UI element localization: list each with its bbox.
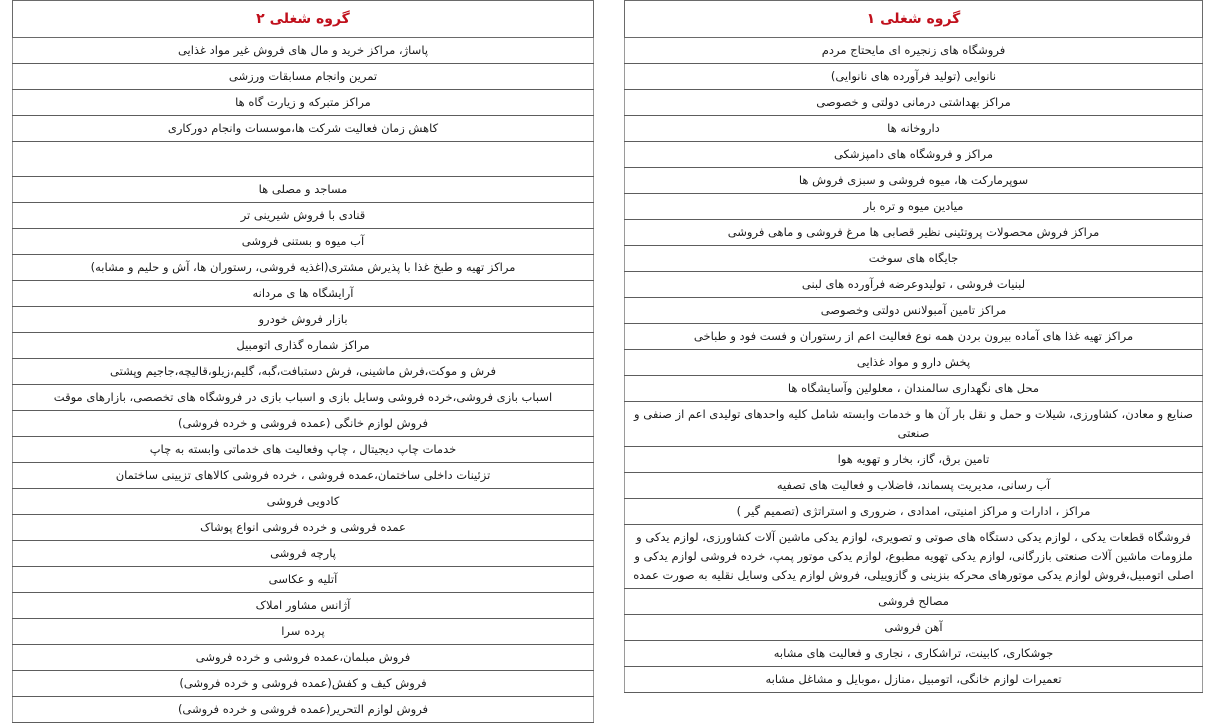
table-cell-label: لبنیات فروشی ، تولیدوعرضه فرآورده های لبنی	[801, 277, 1026, 292]
table-cell-label: صنایع و معادن، کشاورزی، شیلات و حمل و نقل بار آن ها و خدمات وابسته شامل کلیه واحدهای تولیدی اعم از صنفی و صنعتی	[634, 407, 1193, 440]
table-cell	[625, 142, 1203, 168]
job-group-1-header: گروه شغلی ۱	[625, 1, 1203, 38]
table-cell-label: تزئینات داخلی ساختمان،عمده فروشی ، خرده فروشی کالاهای تزیینی ساختمان	[115, 468, 491, 483]
table-row	[625, 324, 1203, 350]
table-cell-label: فروش کیف و کفش(عمده فروشی و خرده فروشی)	[179, 676, 427, 691]
table-cell	[625, 588, 1203, 614]
job-group-2-header: گروه شغلی ۲	[13, 1, 594, 38]
table-cell	[13, 697, 594, 723]
table-cell	[13, 567, 594, 593]
table-cell-label: پخش دارو و مواد غذایی	[856, 355, 971, 370]
table-row	[625, 614, 1203, 640]
table-cell-label: آهن فروشی	[884, 620, 943, 634]
table-cell	[13, 38, 594, 64]
table-cell-label: آب میوه و بستنی فروشی	[241, 234, 365, 249]
table-cell-label: کاهش زمان فعالیت شرکت ها،موسسات وانجام دورکاری	[167, 121, 439, 136]
job-group-1-thead	[625, 1, 1203, 38]
table-row	[625, 402, 1203, 447]
table-cell	[625, 666, 1203, 692]
table-row	[13, 229, 594, 255]
table-row	[13, 281, 594, 307]
table-cell-label: مراکز تهیه و طبخ غذا با پذیرش مشتری(اغذیه فروشی، رستوران ها، آش و حلیم و مشابه)	[90, 260, 516, 275]
table-cell	[625, 38, 1203, 64]
table-cell	[625, 402, 1203, 447]
table-cell	[625, 640, 1203, 666]
table-cell-label: مراکز متبرکه و زیارت گاه ها	[235, 95, 371, 110]
table-row	[13, 64, 594, 90]
table-header-row	[625, 1, 1203, 38]
table-cell-label: پارچه فروشی	[270, 546, 336, 561]
table-row	[13, 593, 594, 619]
table-cell-label: آب رسانی، مدیریت پسماند، فاضلاب و فعالیت های تصفیه	[776, 478, 1051, 493]
table-cell	[625, 220, 1203, 246]
table-row	[625, 472, 1203, 498]
table-row	[13, 90, 594, 116]
table-row	[625, 272, 1203, 298]
table-row	[13, 697, 594, 723]
table-row	[625, 498, 1203, 524]
table-row	[13, 437, 594, 463]
table-row	[625, 38, 1203, 64]
table-cell-label: پرده سرا	[281, 624, 325, 639]
table-cell-label: آرایشگاه ها ی مردانه	[252, 286, 354, 301]
table-cell	[13, 385, 594, 411]
table-row	[625, 246, 1203, 272]
table-row	[13, 38, 594, 64]
table-cell	[625, 376, 1203, 402]
table-cell	[13, 64, 594, 90]
table-cell-label: مراکز تامین آمبولانس دولتی وخصوصی	[820, 303, 1007, 318]
table-cell	[625, 272, 1203, 298]
table-cell	[13, 437, 594, 463]
table-cell	[625, 324, 1203, 350]
table-row	[13, 541, 594, 567]
table-row	[13, 177, 594, 203]
table-cell-label: فروش مبلمان،عمده فروشی و خرده فروشی	[195, 650, 411, 665]
table-row	[13, 359, 594, 385]
table-cell	[625, 64, 1203, 90]
table-cell	[625, 350, 1203, 376]
table-cell	[625, 472, 1203, 498]
table-cell-label: مساجد و مصلی ها	[258, 182, 348, 197]
table-cell	[13, 177, 594, 203]
table-cell-label: مراکز شماره گذاری اتومبیل	[236, 338, 370, 353]
table-cell	[625, 116, 1203, 142]
table-row	[13, 142, 594, 177]
table-row	[625, 194, 1203, 220]
table-row	[625, 298, 1203, 324]
table-cell	[13, 333, 594, 359]
table-cell-label: پاساژ، مراکز خرید و مال های فروش غیر مواد غذایی	[177, 43, 429, 58]
job-group-2-thead	[13, 1, 594, 38]
table-row	[625, 116, 1203, 142]
table-row	[625, 168, 1203, 194]
table-cell-label: مراکز فروش محصولات پروتئینی نظیر قصابی ها مرغ فروشی و ماهی فروشی	[727, 225, 1100, 240]
job-group-1-table-container	[624, 0, 1203, 693]
table-cell-label: اسباب بازی فروشی،خرده فروشی وسایل بازی و اسباب بازی در فروشگاه های تخصصی، بازارهای موقت	[53, 390, 553, 405]
table-cell	[13, 671, 594, 697]
table-cell-label: میادین میوه و تره بار	[863, 199, 964, 214]
table-cell-label: فروش لوازم التحریر(عمده فروشی و خرده فروشی)	[177, 702, 429, 717]
table-row	[625, 220, 1203, 246]
table-row	[13, 645, 594, 671]
table-cell-label: تامین برق، گاز، بخار و تهویه هوا	[837, 452, 990, 467]
table-cell-label: جوشکاری، کابینت، تراشکاری ، نجاری و فعالیت های مشابه	[773, 646, 1054, 660]
table-cell	[13, 229, 594, 255]
table-cell	[13, 489, 594, 515]
table-cell	[13, 411, 594, 437]
table-cell-label: تمرین وانجام مسابقات ورزشی	[228, 69, 378, 84]
job-group-1-table	[624, 0, 1203, 693]
table-cell	[13, 645, 594, 671]
table-row	[13, 333, 594, 359]
table-cell-label: فرش و موکت،فرش ماشینی، فرش دستبافت،گبه، گلیم،زیلو،قالیچه،جاجیم وپشتی	[110, 364, 496, 379]
table-cell-label: آژانس مشاور املاک	[255, 598, 351, 613]
table-row	[625, 64, 1203, 90]
table-row	[13, 116, 594, 142]
table-cell	[625, 246, 1203, 272]
table-row	[13, 255, 594, 281]
table-row	[625, 640, 1203, 666]
table-row	[13, 203, 594, 229]
table-row	[13, 385, 594, 411]
table-cell	[13, 142, 594, 177]
table-row	[625, 666, 1203, 692]
table-cell	[625, 446, 1203, 472]
table-cell-label: عمده فروشی و خرده فروشی انواع پوشاک	[200, 520, 406, 535]
table-row	[13, 671, 594, 697]
table-cell	[625, 524, 1203, 588]
table-cell	[13, 281, 594, 307]
table-row	[625, 524, 1203, 588]
table-cell	[13, 593, 594, 619]
job-group-2-table-container	[12, 0, 594, 723]
table-cell	[625, 194, 1203, 220]
table-cell	[625, 90, 1203, 116]
table-row	[13, 463, 594, 489]
table-cell	[13, 463, 594, 489]
table-cell	[13, 515, 594, 541]
table-row	[13, 489, 594, 515]
table-header-row	[13, 1, 594, 38]
table-cell	[625, 498, 1203, 524]
table-cell-label: فروشگاه های زنجیره ای مایحتاج مردم	[821, 43, 1006, 58]
table-cell-label: نانوایی (تولید فرآورده های نانوایی)	[830, 69, 997, 84]
table-cell	[625, 168, 1203, 194]
table-cell-label: سوپرمارکت ها، میوه فروشی و سبزی فروش ها	[798, 173, 1029, 188]
table-row	[625, 90, 1203, 116]
table-cell-label: فروشگاه قطعات یدکی ، لوازم یدکی دستگاه های صوتی و تصویری، لوازم یدکی ماشین آلات کشاورزی، لوازم یدکی و ملزومات ماشین آلات صنعتی بازرگانی، لوازم یدکی تهویه مطبوع، لوازم یدکی موتور پمپ، خرده فروشی لوازم یدکی و اصلی اتومبیل،فروش لوازم یدکی موتورهای محرکه بنزینی و گازوییلی، فروش لوازم یدکی وسایل نقلیه به صورت عمده	[633, 529, 1194, 582]
table-cell	[13, 541, 594, 567]
table-cell-label: قنادی با فروش شیرینی تر	[240, 208, 366, 223]
job-group-1-tbody	[625, 38, 1203, 693]
table-cell	[13, 116, 594, 142]
table-row	[625, 142, 1203, 168]
table-cell-label: تعمیرات لوازم خانگی، اتومبیل ،منازل ،موبایل و مشاغل مشابه	[765, 672, 1062, 686]
table-row	[625, 588, 1203, 614]
table-cell	[13, 307, 594, 333]
table-row	[625, 376, 1203, 402]
table-cell	[13, 203, 594, 229]
table-cell	[13, 359, 594, 385]
table-cell	[13, 90, 594, 116]
table-cell-label: مراکز تهیه غذا های آماده بیرون بردن همه نوع فعالیت اعم از رستوران و فست فود و طباخی	[693, 329, 1134, 344]
table-row	[13, 515, 594, 541]
table-cell-label: فروش لوازم خانگی (عمده فروشی و خرده فروشی)	[177, 416, 429, 431]
table-cell-label: داروخانه ها	[887, 121, 940, 136]
table-cell	[625, 298, 1203, 324]
table-cell-label: جایگاه های سوخت	[868, 251, 959, 266]
table-row	[625, 350, 1203, 376]
table-cell-label: خدمات چاپ دیجیتال ، چاپ وفعالیت های خدماتی وابسته به چاپ	[149, 442, 457, 457]
table-cell-label: بازار فروش خودرو	[258, 312, 348, 327]
table-row	[13, 411, 594, 437]
job-group-2-table	[12, 0, 594, 723]
job-group-2-tbody	[13, 38, 594, 723]
table-cell-label: آتلیه و عکاسی	[268, 572, 338, 587]
table-cell-label: محل های نگهداری سالمندان ، معلولین وآسایشگاه ها	[787, 381, 1040, 396]
table-cell-label: مراکز و فروشگاه های دامپزشکی	[833, 147, 994, 162]
table-row	[13, 307, 594, 333]
table-cell-label: مصالح فروشی	[878, 594, 949, 608]
table-cell	[13, 255, 594, 281]
table-cell	[625, 614, 1203, 640]
table-cell-label: مراکز ، ادارات و مراکز امنیتی، امدادی ، ضروری و استراتژی (تصمیم گیر )	[736, 504, 1091, 519]
table-cell-label: مراکز بهداشتی درمانی دولتی و خصوصی	[816, 95, 1011, 110]
table-row	[13, 619, 594, 645]
table-cell-label: کادویی فروشی	[266, 494, 340, 509]
table-cell	[13, 619, 594, 645]
table-row	[13, 567, 594, 593]
table-row	[625, 446, 1203, 472]
